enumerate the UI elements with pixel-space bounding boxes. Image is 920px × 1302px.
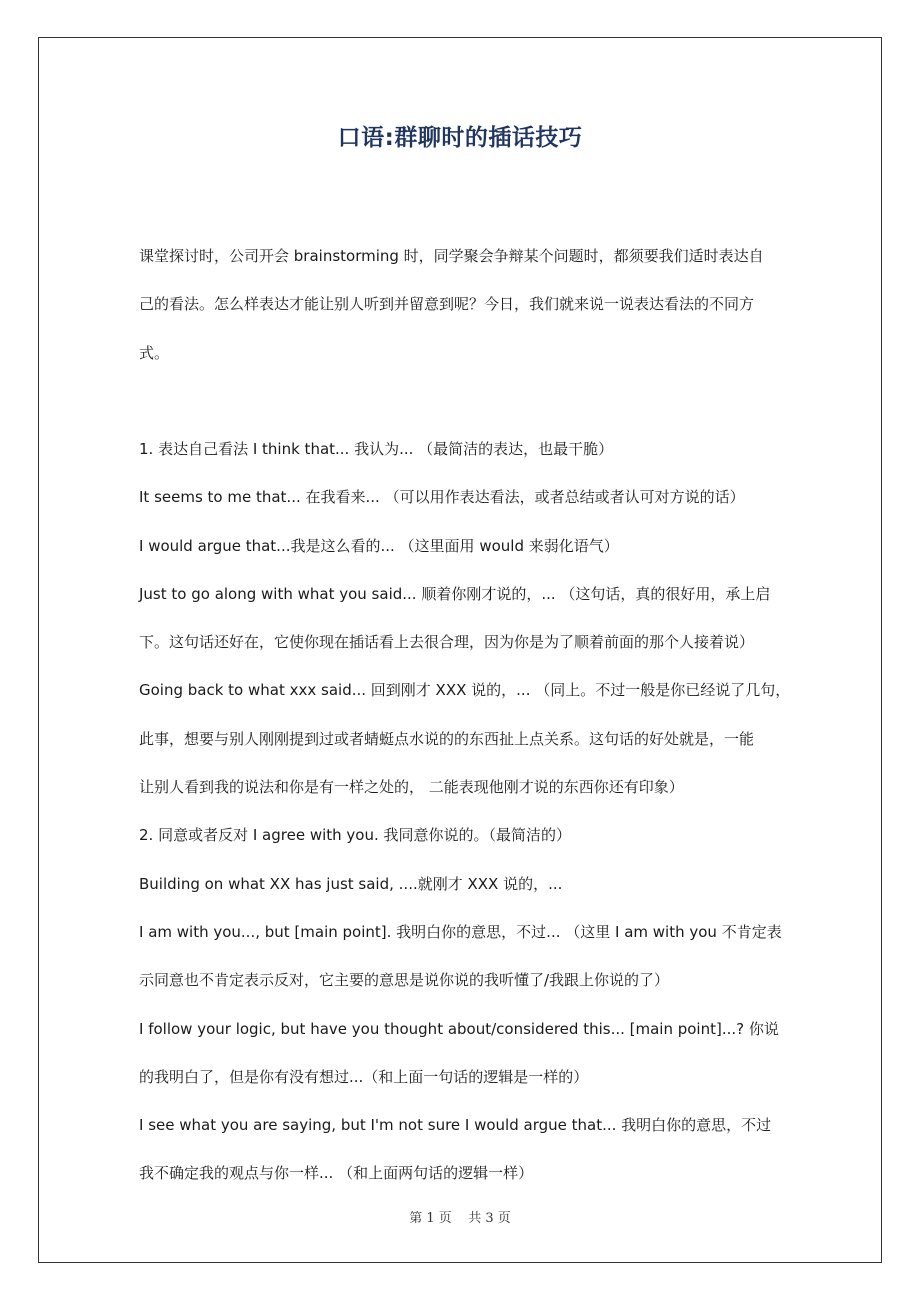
content-line: 1. 表达自己看法 I think that... 我认为... （最简洁的表达，也最干脆） (139, 440, 614, 458)
content-line: I see what you are saying, but I'm not sure I would argue that... 我明白你的意思，不过 (139, 1116, 772, 1135)
content-line: Just to go along with what you said... 顺着你刚才说的，... （这句话，真的很好用，承上启 (139, 584, 771, 603)
content-line: 我不确定我的观点与你一样... （和上面两句话的逻辑一样） (139, 1164, 534, 1183)
intro-line: 课堂探讨时，公司开会 brainstorming 时，同学聚会争辩某个问题时，都须要我们适时表达自 (139, 247, 764, 265)
content-line: 下。这句话还好在，它使你现在插话看上去很合理，因为你是为了顺着前面的那个人接着说） (139, 633, 755, 652)
content-line: I would argue that...我是这么看的... （这里面用 would 来弱化语气） (139, 536, 619, 555)
intro-paragraph (139, 232, 799, 377)
intro-line: 己的看法。怎么样表达才能让别人听到并留意到呢？今日，我们就来说一说表达看法的不同方 (139, 295, 755, 314)
content-line: I follow your logic, but have you thought about/considered this... [main point]...? 你说 (139, 1019, 779, 1038)
intro-line: 式。 (139, 343, 170, 362)
content-line: 示同意也不肯定表示反对，它主要的意思是说你说的我听懂了/我跟上你说的了） (139, 971, 670, 990)
content-section (139, 425, 799, 1198)
content-line: 的我明白了，但是你有没有想过...（和上面一句话的逻辑是一样的） (139, 1067, 589, 1086)
content-line: Going back to what xxx said... 回到刚才 XXX 说的，... （同上。不过一般是你已经说了几句， (139, 681, 791, 700)
content-line: I am with you..., but [main point]. 我明白你的意思，不过... （这里 I am with you 不肯定表 (139, 922, 782, 941)
content-line: 此事，想要与别人刚刚提到过或者蜻蜓点水说的的东西扯上点关系。这句话的好处就是，一能 (139, 729, 755, 748)
content-line: Building on what XX has just said, ....就刚才 XXX 说的，... (139, 874, 563, 893)
content-line: 2. 同意或者反对 I agree with you. 我同意你说的。（最简洁的） (139, 826, 572, 845)
content-line: 让别人看到我的说法和你是有一样之处的， 二能表现他刚才说的东西你还有印象） (139, 778, 684, 797)
content-line: It seems to me that... 在我看来... （可以用作表达看法，或者总结或者认可对方说的话） (139, 488, 745, 507)
document-title: 口语:群聊时的插话技巧 (337, 125, 583, 151)
page-footer: 第 1 页 共 3 页 (409, 1211, 511, 1226)
